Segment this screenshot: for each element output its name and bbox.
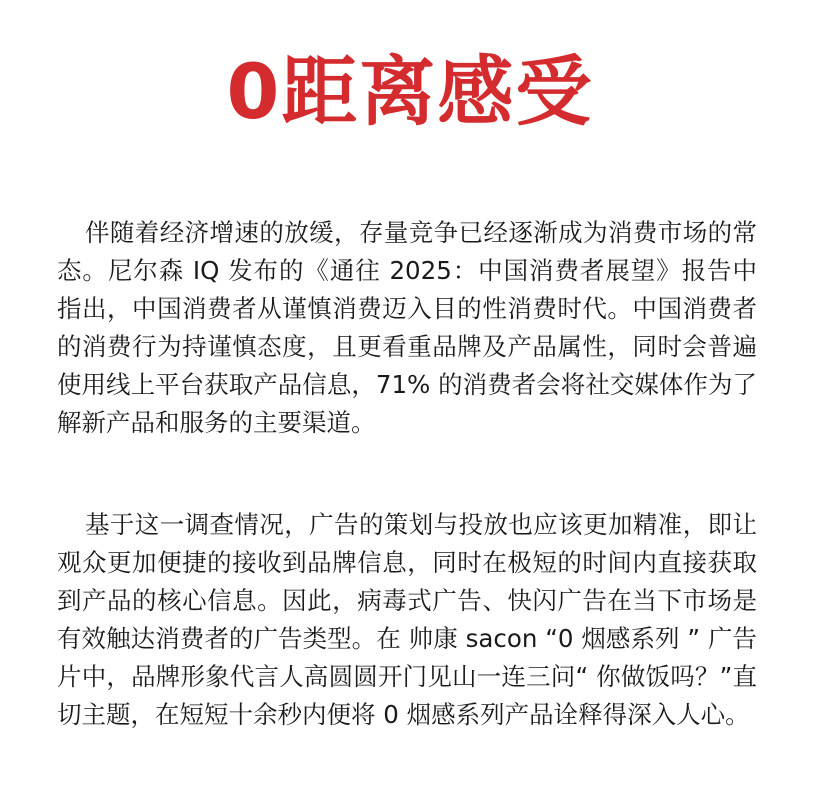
paragraph-consumer-trends: 伴随着经济增速的放缓，存量竞争已经逐渐成为消费市场的常态。尼尔森 IQ 发布的《通往 2025：中国消费者展望》报告中指出，中国消费者从谨慎消费迈入目的性消费时代。中国消费者的消费行为持谨慎态度，且更看重品牌及产品属性，同时会普遍使用线上平台获取产品信息，71% 的消费者会将社交媒体作为了解新产品和服务的主要渠道。 <box>57 218 757 437</box>
paragraph-advertising-strategy: 基于这一调查情况，广告的策划与投放也应该更加精准，即让观众更加便捷的接收到品牌信息，同时在极短的时间内直接获取到产品的核心信息。因此，病毒式广告、快闪广告在当下市场是有效触达消费者的广告类型。在 帅康 sacon “0 烟感系列 ” 广告片中，品牌形象代言人高圆圆开门见山一连三问“ 你做饭吗？”直切主题，在短短十余秒内便将 0 烟感系列产品诠释得深入人心。 <box>57 510 757 729</box>
page-title: 0距离感受 <box>226 47 594 136</box>
